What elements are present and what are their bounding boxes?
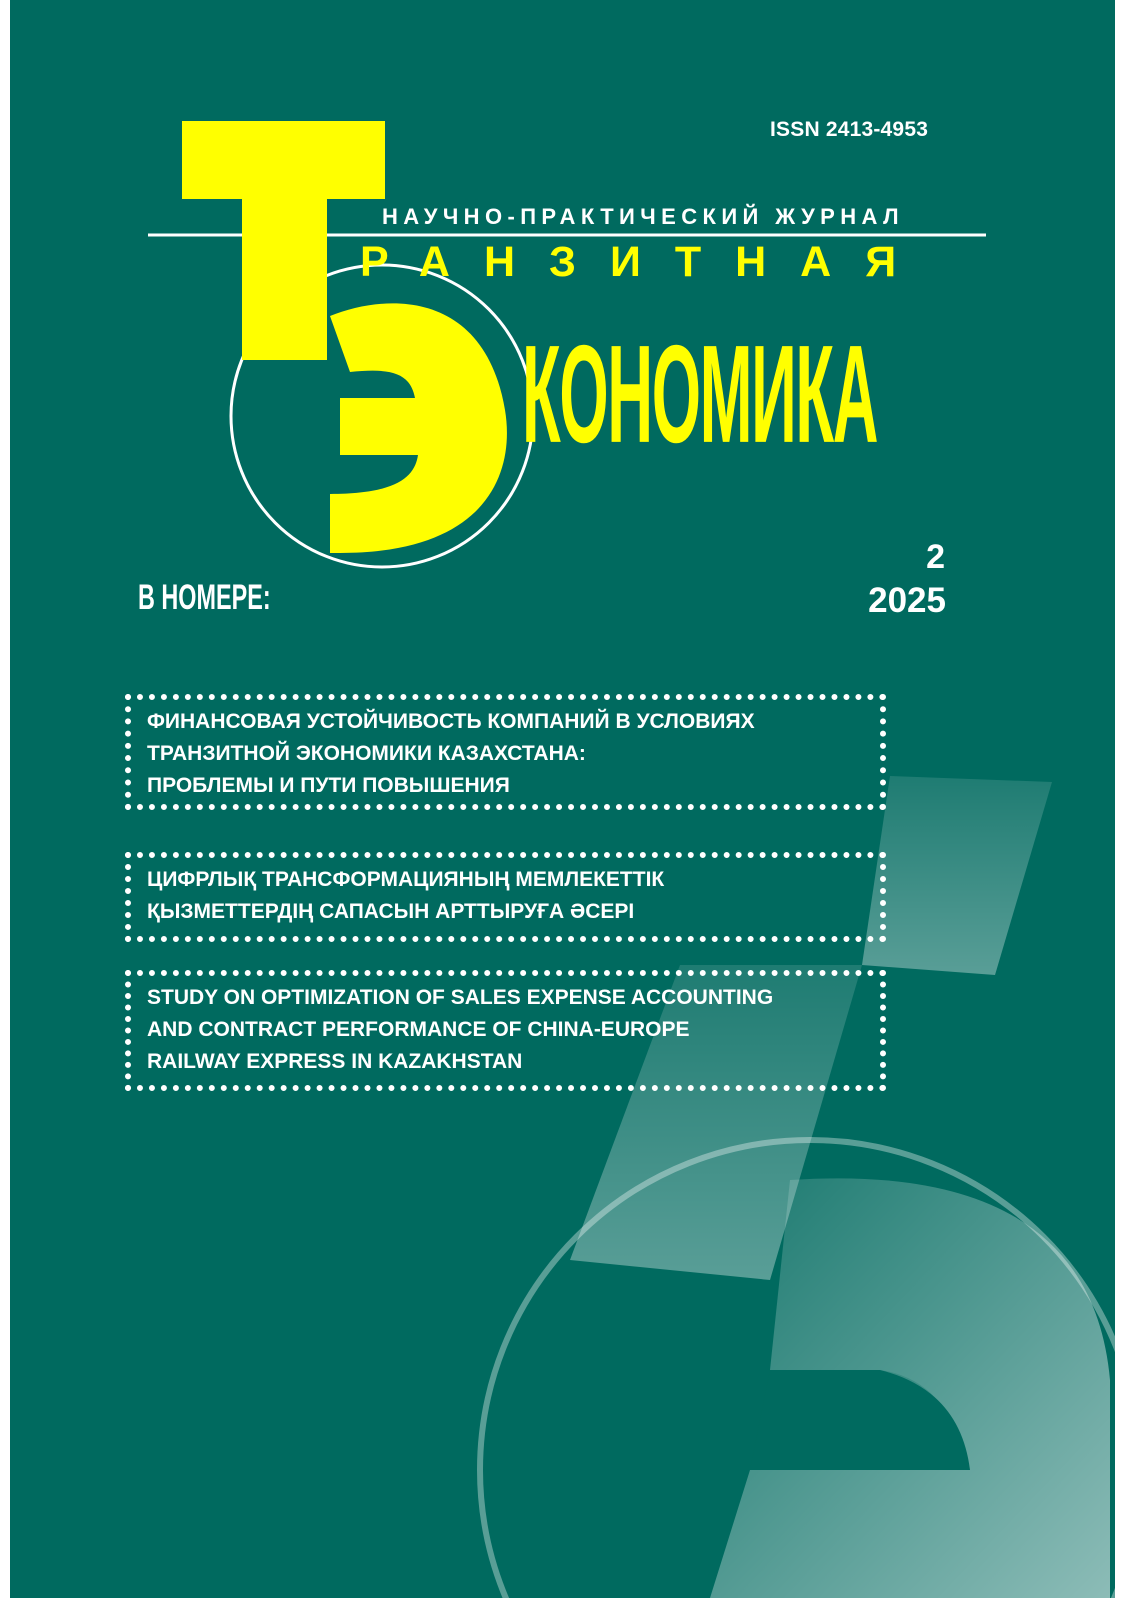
article-box (125, 852, 886, 942)
issue-year: 2025 (868, 581, 946, 620)
watermark-t-crossbar (862, 776, 1052, 975)
in-issue-heading: В НОМЕРЕ: (138, 578, 271, 618)
journal-title-line2: КОНОМИКА (522, 317, 878, 473)
article-title-line: ҚЫЗМЕТТЕРДІҢ САПАСЫН АРТТЫРУҒА ӘСЕРІ (147, 900, 635, 923)
article-title-line: RAILWAY EXPRESS IN KAZAKHSTAN (147, 1050, 523, 1073)
issn-label: ISSN 2413-4953 (770, 118, 929, 141)
article-box (125, 970, 886, 1091)
journal-type-label: НАУЧНО-ПРАКТИЧЕСКИЙ ЖУРНАЛ (382, 204, 904, 229)
article-title-line: ЦИФРЛЫҚ ТРАНСФОРМАЦИЯНЫҢ МЕМЛЕКЕТТІК (147, 868, 665, 891)
article-title-line: ТРАНЗИТНОЙ ЭКОНОМИКИ КАЗАХСТАНА: (147, 742, 586, 765)
article-title-line: ПРОБЛЕМЫ И ПУТИ ПОВЫШЕНИЯ (147, 774, 510, 797)
article-box (125, 694, 886, 810)
issue-number: 2 (926, 538, 945, 576)
article-title-line: STUDY ON OPTIMIZATION OF SALES EXPENSE ACCOUNTING (147, 986, 774, 1009)
logo-letter-e (330, 303, 507, 553)
article-title-line: AND CONTRACT PERFORMANCE OF CHINA-EUROPE (147, 1018, 690, 1041)
journal-cover (10, 0, 1115, 1598)
journal-title-line1: РАНЗИТНАЯ (360, 238, 931, 286)
article-title-line: ФИНАНСОВАЯ УСТОЙЧИВОСТЬ КОМПАНИЙ В УСЛОВИЯХ (147, 710, 755, 733)
